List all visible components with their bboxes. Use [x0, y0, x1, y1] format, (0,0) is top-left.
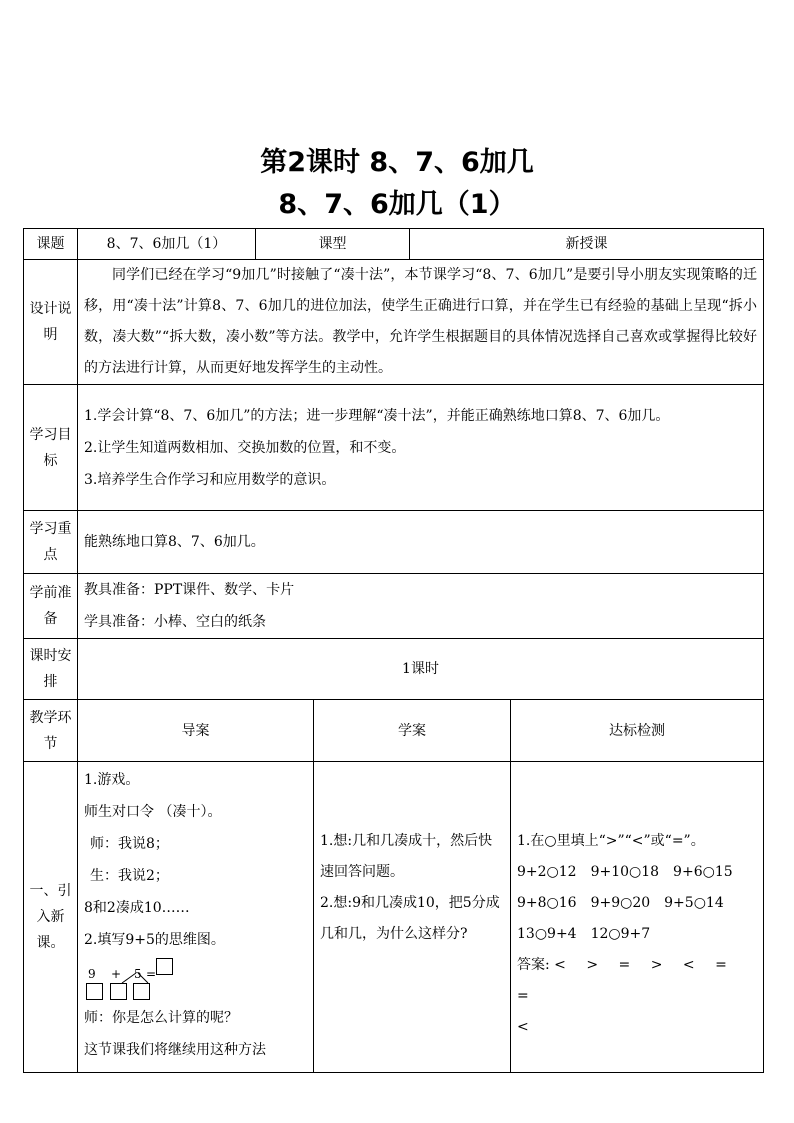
guide-line: 这节课我们将继续用这种方法: [84, 1042, 266, 1058]
diagram-addend-b: 5: [134, 967, 142, 981]
goals-row: [24, 385, 764, 511]
answer-line: [517, 950, 757, 1012]
diagram-addend-a: 9: [88, 967, 96, 981]
check-cell: [511, 762, 764, 1073]
guide-line: 8和2凑成10……: [84, 900, 190, 916]
topic-value: 8、7、6加几（1）: [78, 229, 256, 260]
prep-row: [24, 574, 764, 639]
guide-line: 师：我说8；: [90, 836, 169, 852]
answer-symbol: >: [586, 957, 599, 973]
schedule-row: [24, 639, 764, 700]
prep-student: 学具准备：小棒、空白的纸条: [84, 614, 266, 630]
goal-item: 2.让学生知道两数相加、交换加数的位置，和不变。: [84, 439, 406, 456]
diagram-equals: =: [146, 967, 157, 981]
goal-item: 1.学会计算“8、7、6加几”的方法；进一步理解“凑十法”，并能正确熟练地口算8、7、6加几。: [84, 407, 670, 424]
answer-label: 答案:: [517, 957, 550, 973]
answer-symbol: <: [554, 957, 566, 973]
lesson-plan-table: [23, 228, 764, 1073]
guide-line: 师生对口令 （凑十）。: [84, 804, 222, 820]
split-box: [86, 983, 103, 1000]
check-row: 9+2○12 9+10○18 9+6○15: [517, 864, 733, 880]
guide-col-header: 导案: [78, 700, 314, 762]
study-item: 2.想:9和几凑成10，把5分成几和几，为什么这样分?: [320, 895, 500, 942]
answer-symbol: >: [650, 957, 663, 973]
study-col-header: 学案: [314, 700, 511, 762]
check-intro: 1.在○里填上“>”“<”或“=”。: [517, 833, 705, 849]
design-paragraph: 同学们已经在学习“9加几”时接触了“凑十法”，本节课学习“8、7、6加几”是要引导小朋友实现策略的迁移，用“凑十法”计算8、7、6加几的进位加法，使学生正确进行口算，并在学生已有经验的基础上呈现“拆小数，凑大数”“拆大数，凑小数”等方法。教学中，允许学生根据题目的具体情况选择自己喜欢或掌握得比较好的方法进行计算，从而更好地发挥学生的主动性。: [84, 267, 757, 376]
check-row: 13○9+4 12○9+7: [517, 926, 651, 942]
type-value: 新授课: [410, 229, 764, 260]
prep-teacher: 教具准备：PPT课件、数学、卡片: [84, 582, 295, 598]
focus-label: 学习重点: [24, 511, 78, 574]
steps-header-row: [24, 700, 764, 762]
split-box: [110, 983, 127, 1000]
study-cell: [314, 762, 511, 1073]
check-col-header: 达标检测: [511, 700, 764, 762]
section1-label: 一、引入新课。: [24, 762, 78, 1073]
focus-row: [24, 511, 764, 574]
topic-label: 课题: [24, 229, 78, 260]
guide-cell: [78, 762, 314, 1073]
schedule-label: 课时安排: [24, 639, 78, 700]
answer-symbol: <: [682, 957, 695, 973]
page-title: 第2课时 8、7、6加几: [260, 147, 534, 178]
check-row: 9+8○16 9+9○20 9+5○14: [517, 895, 724, 911]
goals-label: 学习目标: [24, 385, 78, 511]
answer-symbol: <: [517, 1019, 529, 1035]
design-text: [78, 260, 764, 385]
guide-line: 1.游戏。: [84, 772, 140, 788]
thinking-diagram: [84, 956, 264, 1002]
study-item: 1.想:几和几凑成十，然后快速回答问题。: [320, 833, 493, 880]
guide-line: 师：你是怎么计算的呢？: [84, 1010, 238, 1026]
design-row: [24, 260, 764, 385]
page-subtitle: 8、7、6加几（1）: [278, 189, 516, 220]
prep-label: 学前准备: [24, 574, 78, 639]
answer-symbol: =: [715, 957, 727, 973]
prep-cell: [78, 574, 764, 639]
guide-line: 生：我说2；: [90, 868, 169, 884]
design-label: 设计说明: [24, 260, 78, 385]
steps-label: 教学环节: [24, 700, 78, 762]
answer-symbol: =: [517, 988, 529, 1004]
diagram-plus: +: [111, 967, 122, 981]
section1-row: [24, 762, 764, 1073]
guide-line: 2.填写9+5的思维图。: [84, 932, 225, 948]
goals-cell: [78, 385, 764, 511]
focus-text: 能熟练地口算8、7、6加几。: [78, 511, 764, 574]
answer-symbol: =: [618, 957, 631, 973]
type-label: 课型: [256, 229, 410, 260]
schedule-text: 1课时: [78, 639, 764, 700]
split-box: [133, 983, 150, 1000]
goal-item: 3.培养学生合作学习和应用数学的意识。: [84, 471, 336, 488]
header-row: [24, 229, 764, 260]
